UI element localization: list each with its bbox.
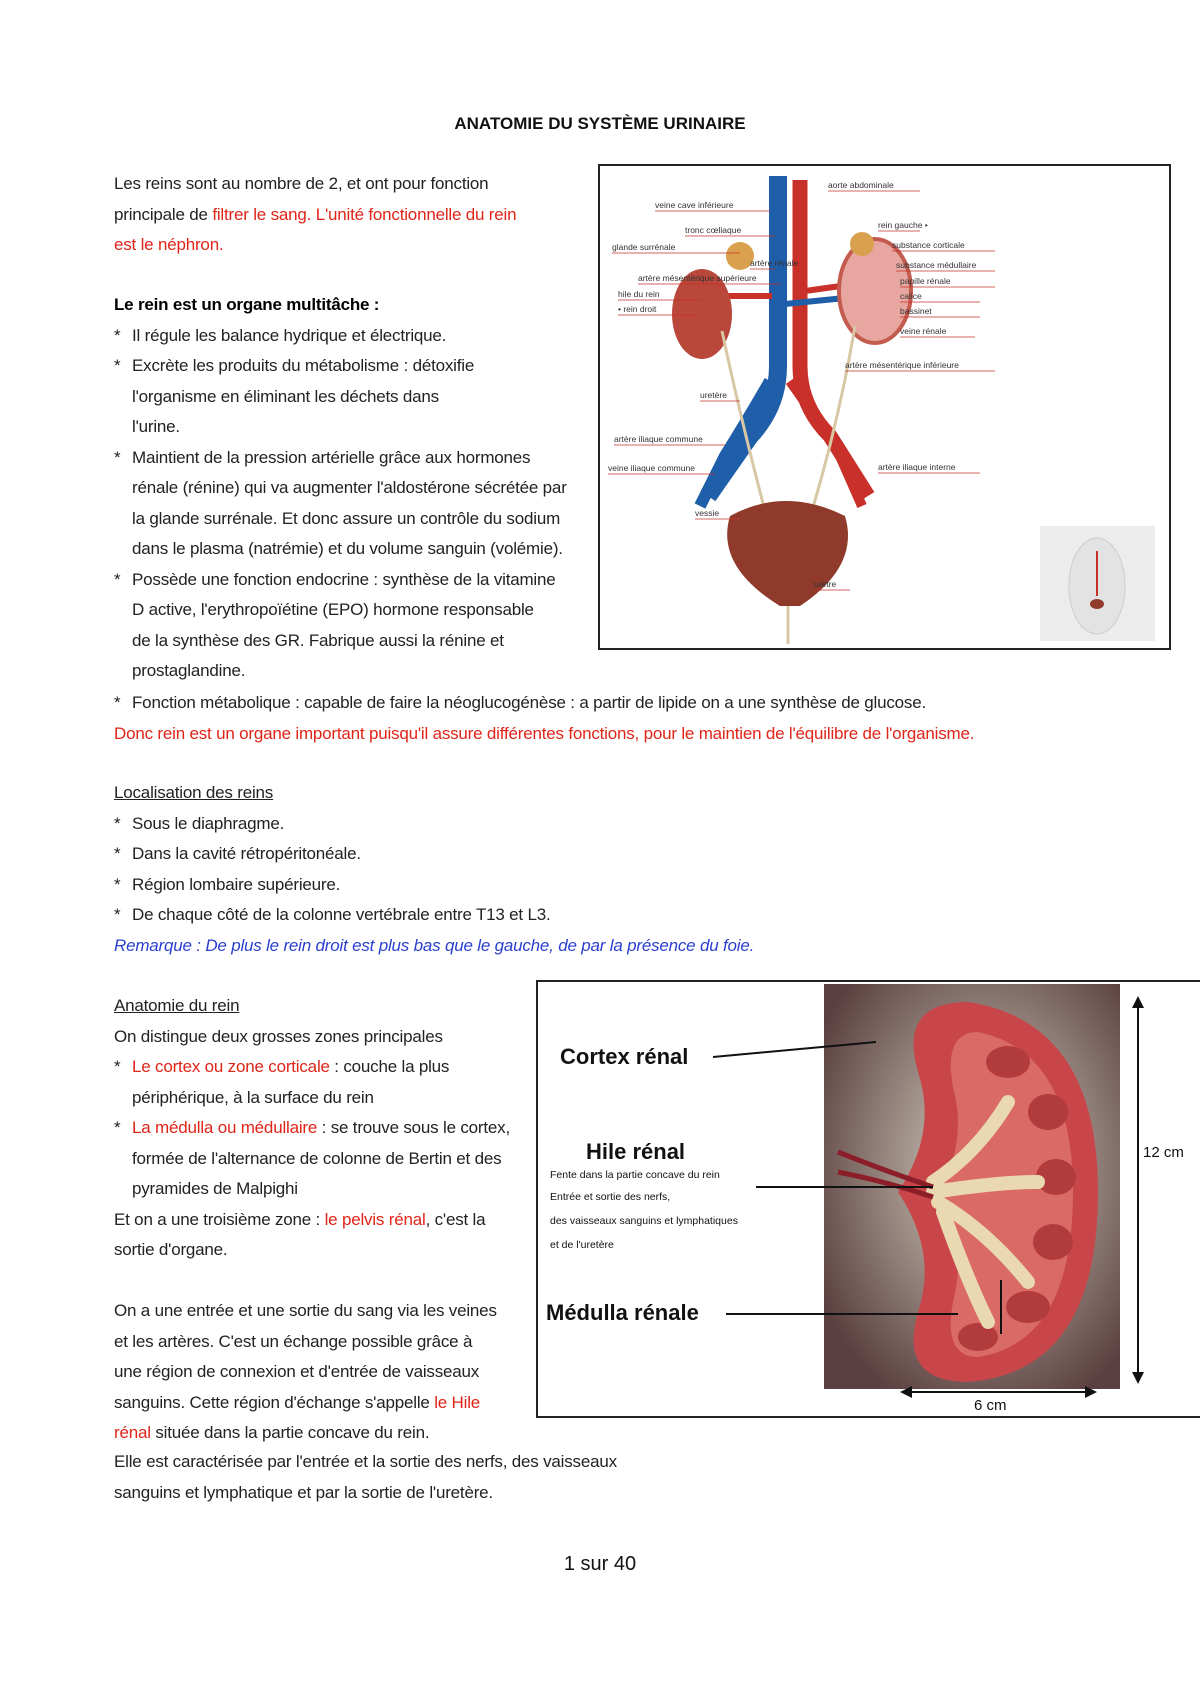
anatomie-heading: Anatomie du rein bbox=[114, 996, 240, 1015]
figure-label: artère rénale bbox=[750, 258, 799, 268]
term-cortex-desc: : couche la plus périphérique, à la surface du rein bbox=[132, 1057, 450, 1107]
list-item bbox=[114, 870, 1114, 901]
figure-label: rein gauche • bbox=[878, 220, 928, 230]
hile-desc-line: et de l'uretère bbox=[550, 1239, 614, 1251]
kidney-section-illustration bbox=[538, 982, 1200, 1416]
page-title: ANATOMIE DU SYSTÈME URINAIRE bbox=[454, 114, 746, 133]
list-item-text: De chaque côté de la colonne vertébrale entre T13 et L3. bbox=[132, 905, 551, 924]
figure-label: artère iliaque commune bbox=[614, 434, 703, 444]
term-hile: le Hile rénal bbox=[114, 1392, 481, 1442]
kidney-section-figure bbox=[536, 980, 1200, 1418]
multitask-section bbox=[114, 290, 574, 687]
localisation-section bbox=[114, 778, 1114, 961]
list-item bbox=[114, 565, 574, 687]
multitask-conclusion: Donc rein est un organe important puisqu'il assure différentes fonctions, pour le maintien de l'équilibre de l'organisme. bbox=[114, 723, 975, 743]
inset-bladder bbox=[1090, 599, 1104, 609]
figure-label: artère mésentérique inférieure bbox=[845, 360, 959, 370]
list-item-text: Excrète les produits du métabolisme : détoxifie l'organisme en éliminant les déchets dans l'urine. bbox=[132, 356, 475, 436]
bullet-star: * bbox=[114, 693, 121, 712]
bullet-star: * bbox=[114, 813, 121, 833]
bullet-star: * bbox=[114, 1118, 121, 1137]
intro-line-3: est le néphron. bbox=[114, 235, 224, 254]
list-item bbox=[114, 321, 574, 352]
bullet-star: * bbox=[114, 844, 121, 863]
left-adrenal-gland bbox=[850, 232, 874, 256]
list-item-text: Sous le diaphragme. bbox=[132, 813, 285, 833]
bullet-star: * bbox=[114, 905, 121, 924]
multitask-section-continued bbox=[114, 688, 1114, 749]
term-medulla: La médulla ou médullaire bbox=[132, 1118, 318, 1137]
figure-label: substance corticale bbox=[892, 240, 965, 250]
figure-label: artère iliaque interne bbox=[878, 462, 956, 472]
hile-label: Hile rénal bbox=[586, 1139, 686, 1164]
term-cortex: Le cortex ou zone corticale bbox=[132, 1057, 330, 1076]
localisation-heading: Localisation des reins bbox=[114, 783, 274, 802]
intro-highlight: filtrer le sang. L'unité fonctionnelle du rein bbox=[212, 204, 517, 224]
figure-label: substance médullaire bbox=[896, 260, 977, 270]
multitask-heading: Le rein est un organe multitâche : bbox=[114, 295, 380, 314]
bullet-star: * bbox=[114, 356, 121, 375]
figure-label: calice bbox=[900, 291, 922, 301]
intro-line-1: Les reins sont au nombre de 2, et ont pour fonction bbox=[114, 174, 489, 193]
list-item bbox=[114, 688, 1114, 719]
figure-label: urètre bbox=[814, 579, 837, 589]
figure-label: • rein droit bbox=[618, 304, 657, 314]
third-zone-text-end: , c'est la sortie d'organe. bbox=[114, 1209, 486, 1259]
figure-label: uretère bbox=[700, 390, 727, 400]
term-medulla-desc: : se trouve sous le cortex, formée de l'alternance de colonne de Bertin et des pyramides de Malpighi bbox=[132, 1118, 510, 1198]
page-number: 1 sur 40 bbox=[563, 1553, 637, 1575]
bullet-star: * bbox=[114, 1057, 121, 1076]
list-item-text: Il régule les balance hydrique et électrique. bbox=[132, 325, 447, 345]
list-item-text bbox=[132, 1113, 524, 1205]
hile-desc-line: des vaisseaux sanguins et lymphatiques bbox=[550, 1215, 738, 1227]
figure-label: tronc cœliaque bbox=[685, 225, 742, 235]
height-label: 12 cm bbox=[1143, 1144, 1184, 1161]
list-item-text: Fonction métabolique : capable de faire la néoglucogénèse : a partir de lipide on a une synthèse de glucose. bbox=[132, 693, 927, 712]
figure-label: hile du rein bbox=[618, 289, 660, 299]
list-item bbox=[114, 351, 574, 443]
anatomie-section bbox=[114, 991, 524, 1449]
bullet-star: * bbox=[114, 874, 121, 894]
list-item bbox=[114, 809, 1114, 840]
figure-label: vessie bbox=[695, 508, 720, 518]
localisation-remark: Remarque : De plus le rein droit est plus bas que le gauche, de par la présence du foie. bbox=[114, 935, 755, 955]
list-item bbox=[114, 1052, 524, 1113]
list-item bbox=[114, 900, 1114, 931]
term-pelvis: le pelvis rénal bbox=[324, 1209, 426, 1229]
intro-line-2 bbox=[114, 200, 554, 231]
cortex-label: Cortex rénal bbox=[560, 1044, 689, 1069]
hile-desc-line: Entrée et sortie des nerfs, bbox=[550, 1191, 671, 1203]
list-item-text: Maintient de la pression artérielle grâce aux hormones rénale (rénine) qui va augmenter l'aldostérone sécrétée par la glande surrénale. Et donc assure un contrôle du sodium dans le plasma (natrémie) et du volume sanguin (volémie). bbox=[132, 447, 567, 558]
list-item-text: Possède une fonction endocrine : synthèse de la vitamine D active, l'erythropoïétine (EPO) hormone responsable de la synthèse des GR. Fabrique aussi la rénine et prostaglandine. bbox=[132, 569, 556, 680]
anatomie-third-zone bbox=[114, 1205, 524, 1266]
bullet-star: * bbox=[114, 325, 121, 345]
list-item bbox=[114, 443, 574, 565]
hile-paragraph-2: Elle est caractérisée par l'entrée et la sortie des nerfs, des vaisseaux sanguins et lymphatique et par la sortie de l'uretère. bbox=[114, 1452, 617, 1502]
hile-paragraph bbox=[114, 1296, 524, 1449]
figure-label: artère mésentérique supérieure bbox=[638, 273, 757, 283]
width-label: 6 cm bbox=[974, 1397, 1007, 1414]
figure-label: aorte abdominale bbox=[828, 180, 894, 190]
list-item-text: Région lombaire supérieure. bbox=[132, 874, 341, 894]
urinary-system-figure bbox=[598, 164, 1171, 650]
list-item-text bbox=[132, 1052, 524, 1113]
figure-label: veine rénale bbox=[900, 326, 947, 336]
hile-text-end: située dans la partie concave du rein. bbox=[150, 1423, 430, 1442]
hile-text: On a une entrée et une sortie du sang via les veines et les artères. C'est un échange possible grâce à une région de connexion et d'entrée de vaisseaux sanguins. Cette région d'échange s'appelle bbox=[114, 1301, 497, 1412]
figure-label: papille rénale bbox=[900, 276, 951, 286]
medulla-label: Médulla rénale bbox=[546, 1300, 699, 1325]
urinary-system-illustration bbox=[600, 166, 1169, 648]
intro-text: principale de bbox=[114, 204, 213, 224]
anatomie-intro: On distingue deux grosses zones principales bbox=[114, 1026, 443, 1046]
figure-label: veine cave inférieure bbox=[655, 200, 734, 210]
list-item-text: Dans la cavité rétropéritonéale. bbox=[132, 844, 361, 863]
list-item bbox=[114, 839, 1114, 870]
figure-label: glande surrénale bbox=[612, 242, 676, 252]
bullet-star: * bbox=[114, 569, 121, 589]
list-item bbox=[114, 1113, 524, 1205]
figure-label: bassinet bbox=[900, 306, 932, 316]
intro-paragraph bbox=[114, 169, 554, 261]
third-zone-text: Et on a une troisième zone : bbox=[114, 1209, 325, 1229]
hile-desc-line: Fente dans la partie concave du rein bbox=[550, 1169, 720, 1181]
figure-label: veine iliaque commune bbox=[608, 463, 695, 473]
bullet-star: * bbox=[114, 447, 121, 467]
